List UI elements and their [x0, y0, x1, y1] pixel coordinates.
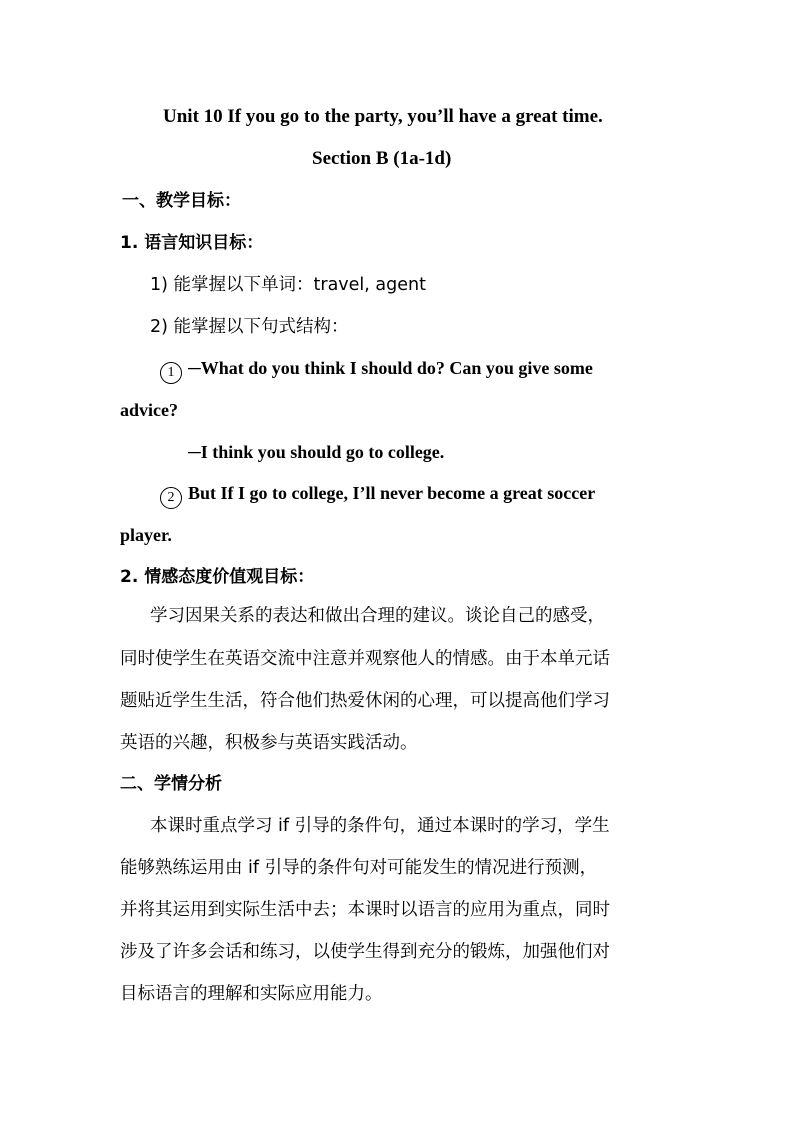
emotion-paragraph-line-1: 学习因果关系的表达和做出合理的建议。谈论自己的感受，: [150, 606, 605, 626]
section-subtitle: Section B (1a-1d): [312, 148, 452, 169]
emotion-paragraph-line-3: 题贴近学生生活，符合他们热爱休闲的心理，可以提高他们学习: [120, 691, 610, 711]
language-knowledge-heading: 1. 语言知识目标：: [120, 233, 264, 253]
sentence-2-line-a: [160, 481, 595, 509]
analysis-paragraph-line-5: 目标语言的理解和实际应用能力。: [120, 984, 383, 1004]
sentence-2-text: But If I go to college, I’ll never become a great soccer: [188, 483, 596, 503]
circled-number-1: 1: [160, 362, 182, 384]
objective-item-1: 1) 能掌握以下单词：travel, agent: [150, 275, 426, 295]
analysis-paragraph-line-2: 能够熟练运用由 if 引导的条件句对可能发生的情况进行预测，: [120, 858, 598, 878]
sentence-1-text: ─What do you think I should do? Can you give some: [188, 358, 593, 378]
sentence-1-line-a: [160, 356, 593, 384]
emotion-heading: 2. 情感态度价值观目标：: [120, 567, 315, 587]
document-title: Unit 10 If you go to the party, you’ll have a great time.: [163, 106, 603, 127]
sentence-2-line-b: player.: [120, 525, 172, 545]
analysis-paragraph-line-1: 本课时重点学习 if 引导的条件句，通过本课时的学习，学生: [150, 816, 610, 836]
analysis-paragraph-line-3: 并将其运用到实际生活中去；本课时以语言的应用为重点，同时: [120, 900, 610, 920]
objectives-heading: 一、教学目标：: [122, 191, 241, 211]
emotion-paragraph-line-4: 英语的兴趣，积极参与英语实践活动。: [120, 733, 418, 753]
circled-number-2: 2: [160, 487, 182, 509]
analysis-heading: 二、学情分析: [120, 774, 222, 794]
sentence-1-line-b: advice?: [120, 400, 178, 420]
emotion-paragraph-line-2: 同时使学生在英语交流中注意并观察他人的情感。由于本单元话: [120, 649, 610, 669]
analysis-paragraph-line-4: 涉及了许多会话和练习，以使学生得到充分的锻炼，加强他们对: [120, 942, 610, 962]
objective-item-2: 2) 能掌握以下句式结构：: [150, 317, 349, 337]
sentence-1-response: ─I think you should go to college.: [188, 442, 445, 462]
